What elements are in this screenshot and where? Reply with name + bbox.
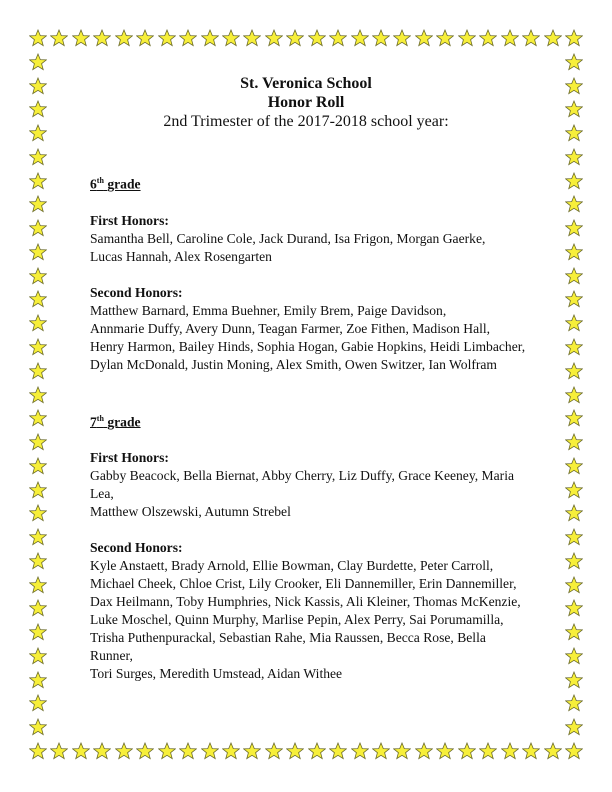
star-icon [544, 742, 562, 760]
star-icon [29, 457, 47, 475]
star-icon [29, 623, 47, 641]
star-icon [565, 671, 583, 689]
name-line: Dax Heilmann, Toby Humphries, Nick Kassis, Ali Kleiner, Thomas McKenzie, [90, 594, 521, 610]
star-icon [29, 314, 47, 332]
star-icon [308, 29, 326, 47]
star-icon [565, 195, 583, 213]
star-icon [29, 409, 47, 427]
first-honors-heading: First Honors: [90, 212, 169, 228]
star-icon [501, 29, 519, 47]
star-icon [565, 219, 583, 237]
name-line: Matthew Olszewski, Autumn Strebel [90, 504, 291, 520]
star-icon [544, 29, 562, 47]
star-icon [329, 742, 347, 760]
star-icon [29, 718, 47, 736]
star-icon [565, 148, 583, 166]
star-icon [565, 362, 583, 380]
second-honors-heading: Second Honors: [90, 540, 183, 556]
star-icon [29, 481, 47, 499]
name-line: Gabby Beacock, Bella Biernat, Abby Cherry, Liz Duffy, Grace Keeney, Maria Lea, [90, 468, 515, 502]
grade-number: 6 [90, 176, 97, 192]
star-icon [565, 290, 583, 308]
star-icon [436, 29, 454, 47]
star-icon [136, 29, 154, 47]
star-icon [565, 718, 583, 736]
star-icon [329, 29, 347, 47]
star-icon [286, 742, 304, 760]
grade-heading [90, 410, 530, 432]
star-icon [93, 742, 111, 760]
star-icon [50, 742, 68, 760]
star-icon [158, 742, 176, 760]
star-icon [565, 481, 583, 499]
name-line: Luke Moschel, Quinn Murphy, Marlise Pepin, Alex Perry, Sai Porumamilla, [90, 612, 504, 628]
star-icon [565, 504, 583, 522]
star-icon [29, 599, 47, 617]
star-icon [29, 433, 47, 451]
star-icon [286, 29, 304, 47]
name-line: Annmarie Duffy, Avery Dunn, Teagan Farmer, Zoe Fithen, Madison Hall, [90, 320, 491, 336]
star-icon [415, 742, 433, 760]
star-icon [222, 742, 240, 760]
star-icon [565, 528, 583, 546]
star-icon [29, 243, 47, 261]
grade-suffix: th [96, 413, 104, 423]
star-icon [565, 314, 583, 332]
star-icon [565, 647, 583, 665]
name-line: Lucas Hannah, Alex Rosengarten [90, 248, 272, 264]
star-icon [565, 243, 583, 261]
document-subtitle: 2nd Trimester of the 2017-2018 school year: [163, 113, 449, 130]
star-icon [565, 742, 583, 760]
star-icon [29, 219, 47, 237]
star-icon [565, 433, 583, 451]
star-icon [158, 29, 176, 47]
star-icon [29, 338, 47, 356]
star-icon [372, 29, 390, 47]
star-icon [29, 528, 47, 546]
star-icon [29, 195, 47, 213]
star-icon [565, 694, 583, 712]
honor-roll-content [90, 172, 530, 683]
star-icon [29, 267, 47, 285]
star-icon [243, 29, 261, 47]
grade-6-section [90, 172, 530, 374]
star-icon [458, 742, 476, 760]
star-icon [393, 29, 411, 47]
school-name: St. Veronica School [240, 75, 372, 92]
star-icon [265, 29, 283, 47]
star-icon [565, 457, 583, 475]
grade-7-section [90, 410, 530, 684]
star-icon [29, 694, 47, 712]
star-icon [29, 576, 47, 594]
star-icon [50, 29, 68, 47]
document-header [0, 74, 612, 132]
star-icon [29, 552, 47, 570]
name-line: Michael Cheek, Chloe Crist, Lily Crooker, Eli Dannemiller, Erin Dannemiller, [90, 576, 517, 592]
star-icon [265, 742, 283, 760]
grade-suffix: th [96, 176, 104, 185]
grade-number: 7 [90, 414, 97, 430]
name-line: Tori Surges, Meredith Umstead, Aidan Withee [90, 666, 343, 682]
name-line: Kyle Anstaett, Brady Arnold, Ellie Bowman, Clay Burdette, Peter Carroll, [90, 558, 494, 574]
star-icon [29, 647, 47, 665]
star-icon [436, 742, 454, 760]
grade-label: grade [107, 414, 141, 430]
star-icon [565, 552, 583, 570]
star-icon [458, 29, 476, 47]
star-icon [415, 29, 433, 47]
star-icon [565, 338, 583, 356]
star-icon [351, 742, 369, 760]
star-icon [565, 386, 583, 404]
star-icon [372, 742, 390, 760]
second-honors-heading: Second Honors: [90, 284, 183, 300]
star-icon [72, 29, 90, 47]
star-icon [565, 29, 583, 47]
star-icon [522, 742, 540, 760]
star-icon [179, 29, 197, 47]
star-icon [29, 386, 47, 404]
grade-heading [90, 172, 530, 194]
name-line: Henry Harmon, Bailey Hinds, Sophia Hogan, Gabie Hopkins, Heidi Limbacher, [90, 338, 526, 354]
star-icon [522, 29, 540, 47]
star-icon [201, 742, 219, 760]
star-icon [565, 172, 583, 190]
star-icon [565, 267, 583, 285]
document-title: Honor Roll [267, 94, 345, 111]
name-line: Trisha Puthenpurackal, Sebastian Rahe, Mia Raussen, Becca Rose, Bella Runner, [90, 630, 486, 664]
star-icon [93, 29, 111, 47]
star-icon [29, 290, 47, 308]
star-icon [179, 742, 197, 760]
star-icon [565, 576, 583, 594]
star-icon [72, 742, 90, 760]
star-icon [565, 53, 583, 71]
star-icon [29, 742, 47, 760]
star-icon [115, 742, 133, 760]
first-honors-heading: First Honors: [90, 450, 169, 466]
name-line: Matthew Barnard, Emma Buehner, Emily Brem, Paige Davidson, [90, 302, 447, 318]
star-icon [29, 671, 47, 689]
star-icon [29, 29, 47, 47]
star-icon [29, 53, 47, 71]
name-line: Dylan McDonald, Justin Moning, Alex Smith, Owen Switzer, Ian Wolfram [90, 356, 498, 372]
star-icon [201, 29, 219, 47]
star-icon [115, 29, 133, 47]
star-icon [29, 362, 47, 380]
star-icon [501, 742, 519, 760]
star-icon [222, 29, 240, 47]
star-icon [565, 599, 583, 617]
star-icon [393, 742, 411, 760]
star-icon [136, 742, 154, 760]
star-icon [565, 623, 583, 641]
star-icon [565, 409, 583, 427]
star-icon [29, 148, 47, 166]
star-icon [29, 504, 47, 522]
star-icon [351, 29, 369, 47]
star-icon [29, 172, 47, 190]
star-icon [308, 742, 326, 760]
star-icon [479, 742, 497, 760]
star-icon [479, 29, 497, 47]
name-line: Samantha Bell, Caroline Cole, Jack Durand, Isa Frigon, Morgan Gaerke, [90, 230, 486, 246]
grade-label: grade [107, 176, 141, 192]
star-icon [243, 742, 261, 760]
